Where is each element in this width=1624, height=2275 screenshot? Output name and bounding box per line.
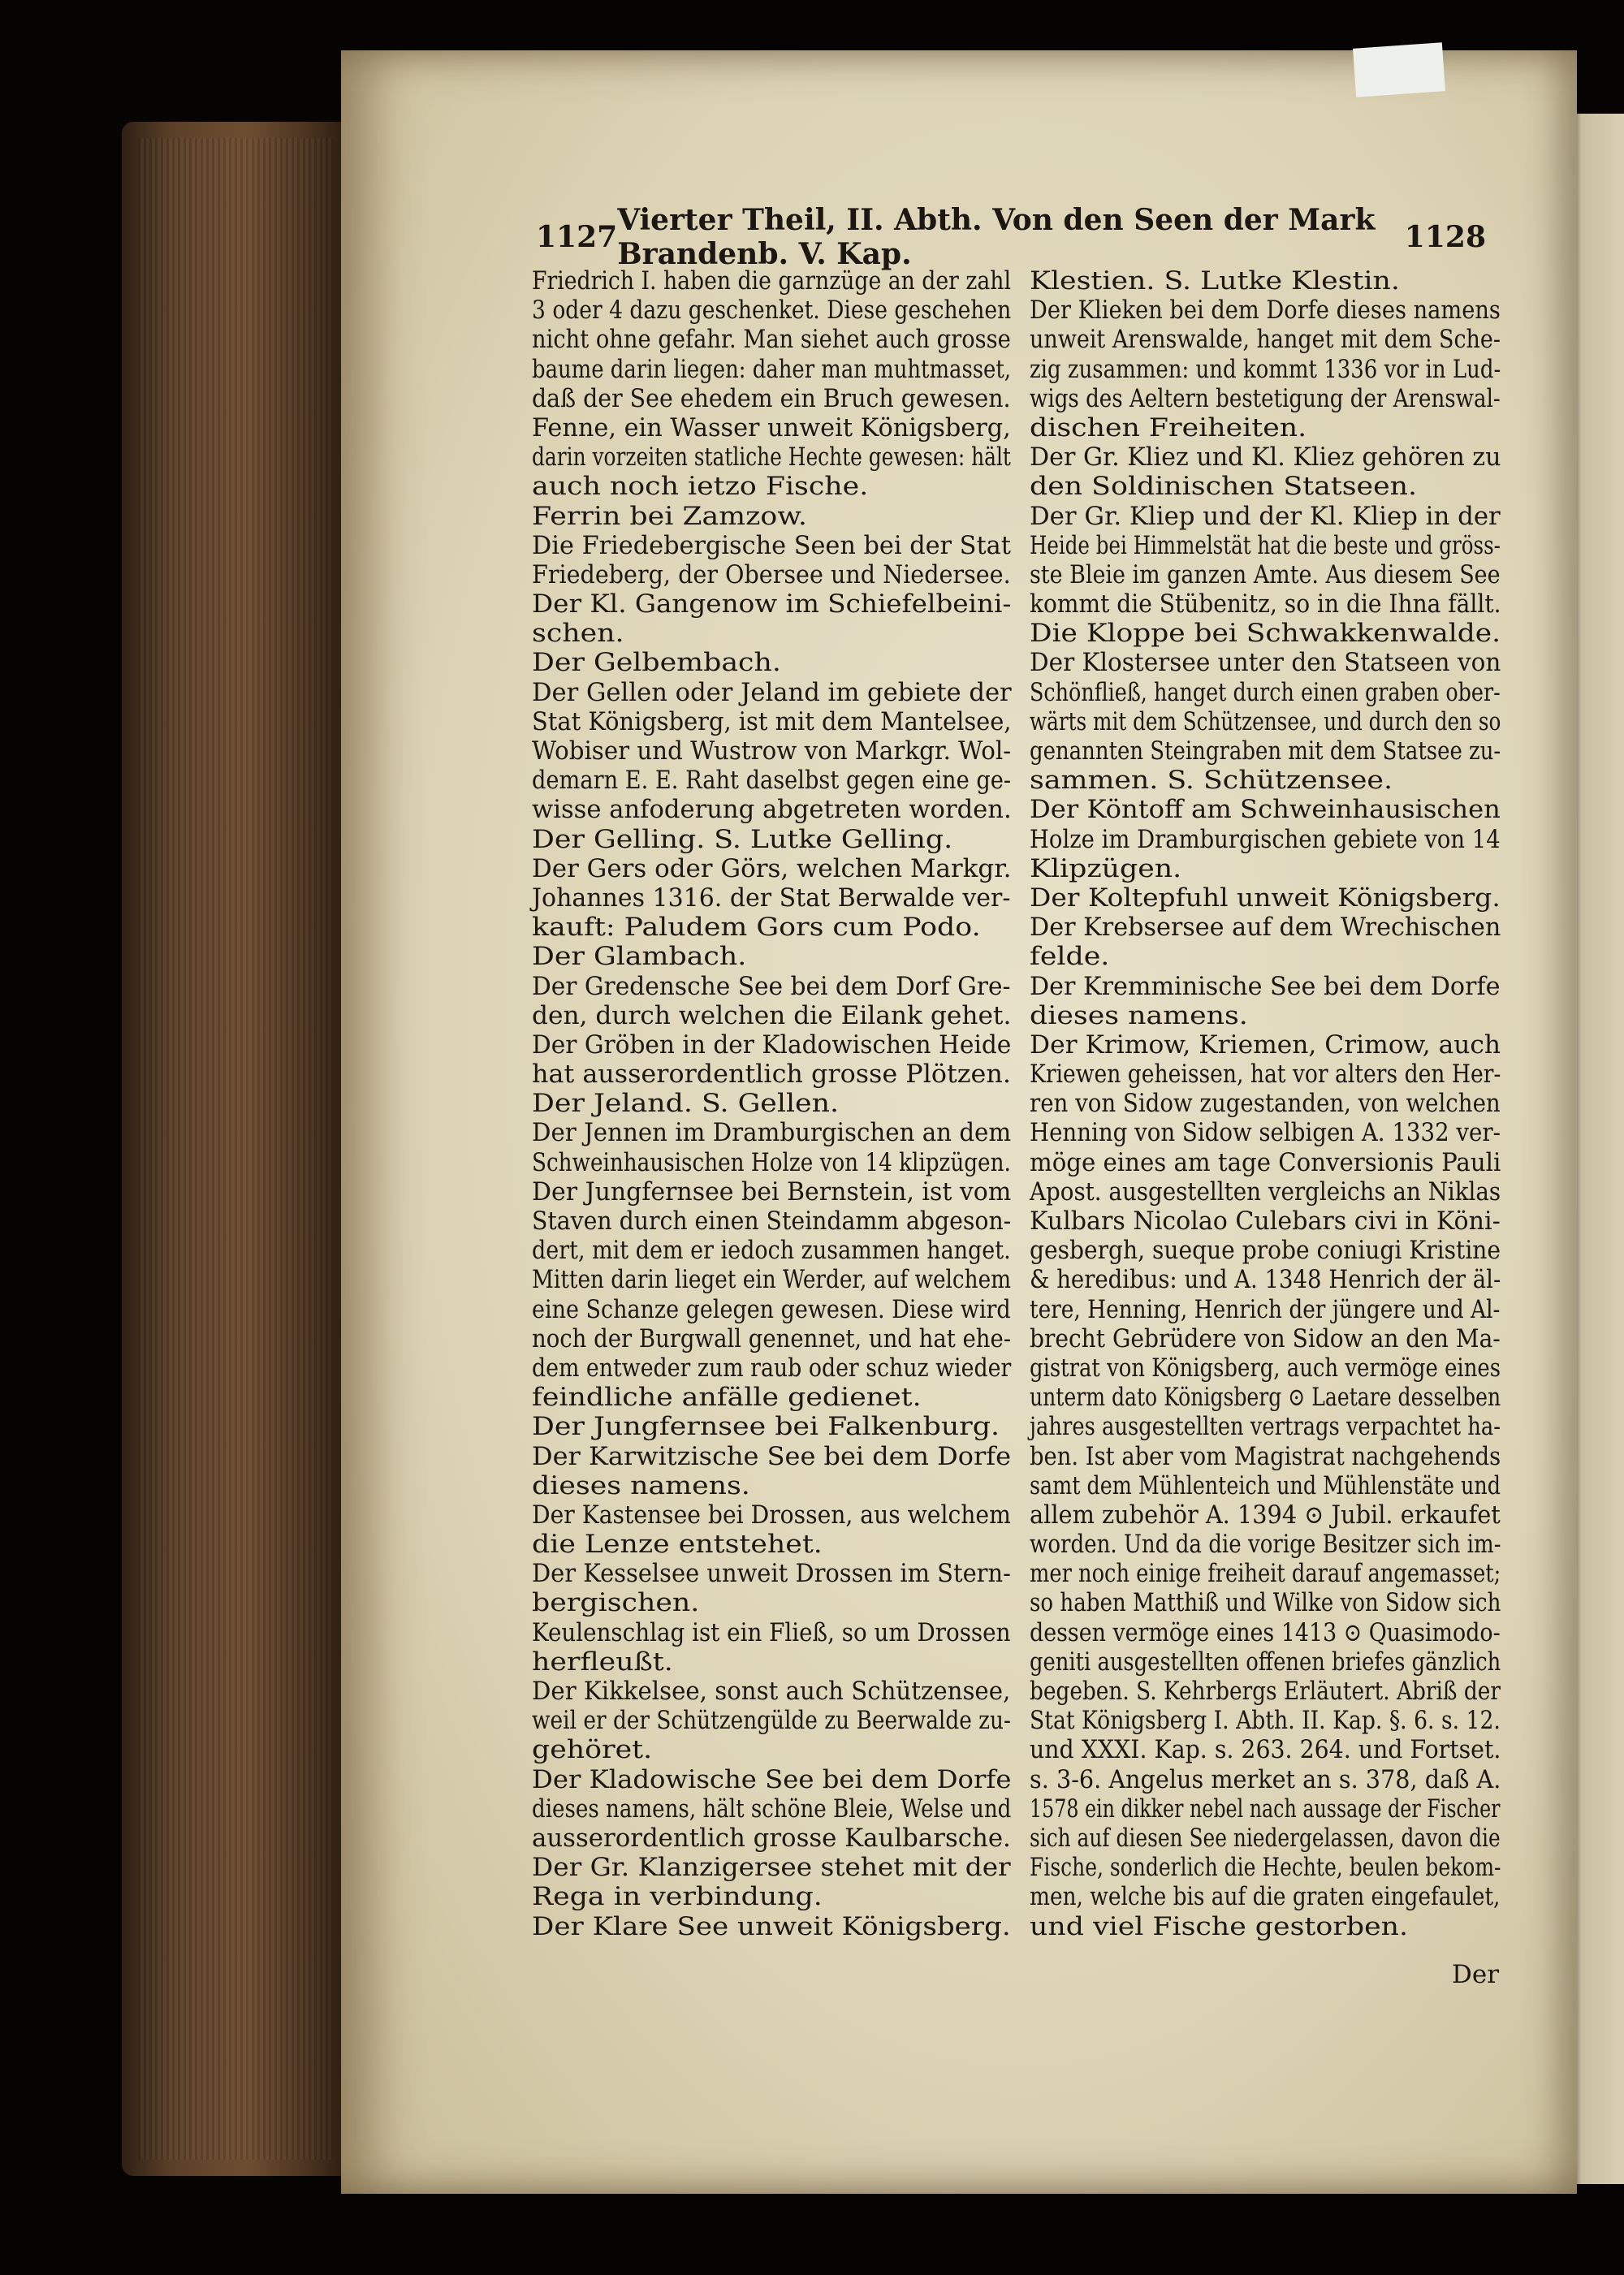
text-line: bergischen.: [532, 1588, 700, 1618]
text-line: unweit Arenswalde, hanget mit dem Sche-: [1030, 325, 1501, 355]
text-line: Der Krebsersee auf dem Wrechischen: [1030, 913, 1501, 943]
text-line: gistrat von Königsberg, auch vermöge eines: [1030, 1353, 1501, 1383]
text-line: baume darin liegen: daher man muhtmasset,: [532, 354, 1011, 384]
text-line: begeben. S. Kehrbergs Erläutert. Abriß der: [1030, 1677, 1501, 1706]
text-line: so haben Matthiß und Wilke von Sidow sich: [1030, 1588, 1501, 1618]
text-line: Der Kremminische See bei dem Dorfe: [1030, 971, 1501, 1001]
text-line: hat ausserordentlich grosse Plötzen.: [532, 1060, 1011, 1090]
text-line: Ferrin bei Zamzow.: [532, 501, 807, 531]
text-line: den Soldinischen Statseen.: [1030, 472, 1418, 502]
text-line: sammen. S. Schützensee.: [1030, 766, 1393, 796]
text-line: Staven durch einen Steindamm abgeson-: [532, 1207, 1012, 1236]
text-line: schen.: [532, 619, 624, 649]
text-line: Klestien. S. Lutke Klestin.: [1030, 266, 1400, 296]
text-line: die Lenze entstehet.: [532, 1530, 823, 1560]
text-line: kauft: Paludem Gors cum Podo.: [532, 913, 981, 943]
text-line: Der Gr. Kliez und Kl. Kliez gehören zu: [1030, 442, 1501, 473]
page-edges: [138, 138, 333, 2160]
text-line: herfleußt.: [532, 1647, 673, 1677]
text-line: und XXXI. Kap. s. 263. 264. und Fortset.: [1030, 1735, 1501, 1765]
text-line: wigs des Aeltern bestetigung der Arenswal-: [1030, 383, 1501, 413]
text-line: Der Gers oder Görs, welchen Markgr.: [532, 853, 1012, 883]
text-line: Schönfließ, hanget durch einen graben ober-: [1030, 677, 1501, 707]
text-line: darin vorzeiten statliche Hechte gewesen: hält: [532, 442, 1011, 473]
text-line: Der Klieken bei dem Dorfe dieses namens: [1030, 296, 1501, 326]
text-line: Der Gr. Klanzigersee stehet mit der: [532, 1853, 1011, 1883]
text-line: gehöret.: [532, 1735, 653, 1765]
text-line: weil er der Schützengülde zu Beerwalde zu-: [532, 1706, 1011, 1736]
text-line: Der Jennen im Dramburgischen an dem: [532, 1118, 1012, 1148]
text-line: wärts mit dem Schützensee, und durch den so: [1030, 706, 1501, 736]
text-line: samt dem Mühlenteich und Mühlenstäte und: [1030, 1470, 1501, 1500]
text-line: Der Kastensee bei Drossen, aus welchem: [532, 1500, 1011, 1530]
text-line: Fenne, ein Wasser unweit Königsberg,: [532, 412, 1011, 442]
text-line: dieses namens.: [1030, 1000, 1248, 1030]
left-column: [532, 266, 1011, 1941]
text-line: dieses namens, hält schöne Bleie, Welse und: [532, 1794, 1012, 1824]
text-line: Keulenschlag ist ein Fließ, so um Drossen: [532, 1617, 1011, 1647]
text-line: Der Gredensche See bei dem Dorf Gre-: [532, 971, 1011, 1001]
text-line: Die Kloppe bei Schwakkenwalde.: [1030, 619, 1501, 649]
right-column: [1030, 266, 1501, 1941]
text-line: Friedrich I. haben die garnzüge an der zahl: [532, 266, 1011, 296]
text-line: unterm dato Königsberg ⊙ Laetare desselben: [1030, 1383, 1501, 1413]
text-line: Der Kladowische See bei dem Dorfe: [532, 1764, 1012, 1794]
text-line: gesbergh, sueque probe coniugi Kristine: [1030, 1236, 1501, 1266]
text-line: Der Klostersee unter den Statseen von: [1030, 648, 1501, 678]
text-line: Die Friedebergische Seen bei der Stat: [532, 530, 1011, 560]
text-line: Der Kesselsee unweit Drossen im Stern-: [532, 1559, 1011, 1589]
text-line: Der Glambach.: [532, 942, 747, 972]
text-line: tere, Henning, Henrich der jüngere und Al-: [1030, 1294, 1501, 1324]
text-line: allem zubehör A. 1394 ⊙ Jubil. erkaufet: [1030, 1500, 1501, 1530]
text-line: ben. Ist aber vom Magistrat nachgehends: [1030, 1441, 1501, 1471]
text-line: Johannes 1316. der Stat Berwalde ver-: [532, 883, 1011, 913]
text-line: demarn E. E. Raht daselbst gegen eine ge-: [532, 766, 1012, 796]
text-line: 3 oder 4 dazu geschenket. Diese geschehen: [532, 296, 1012, 326]
text-line: Der Gelbembach.: [532, 648, 781, 678]
text-line: felde.: [1030, 942, 1110, 972]
page-number-left: 1127: [536, 220, 618, 254]
text-line: Der Gröben in der Kladowischen Heide: [532, 1030, 1012, 1060]
text-line: Klipzügen.: [1030, 853, 1182, 883]
text-line: geniti ausgestellten offenen briefes gänzlich: [1030, 1647, 1501, 1677]
text-line: und viel Fische gestorben.: [1030, 1911, 1409, 1941]
text-line: noch der Burgwall genennet, und hat ehe-: [532, 1323, 1012, 1353]
text-line: wisse anfoderung abgetreten worden.: [532, 795, 1012, 825]
text-line: Der Jungfernsee bei Bernstein, ist vom: [532, 1176, 1012, 1207]
text-line: ren von Sidow zugestanden, von welchen: [1030, 1089, 1501, 1119]
running-header: [536, 203, 1486, 271]
text-line: dert, mit dem er iedoch zusammen hanget.: [532, 1236, 1011, 1266]
page-number-right: 1128: [1404, 220, 1486, 254]
text-line: Der Jeland. S. Gellen.: [532, 1089, 840, 1119]
text-line: dischen Freiheiten.: [1030, 412, 1307, 442]
catchword: Der: [1452, 1960, 1500, 1989]
text-line: men, welche bis auf die graten eingefaulet,: [1030, 1882, 1501, 1912]
text-line: Der Kikkelsee, sonst auch Schützensee,: [532, 1677, 1011, 1706]
text-line: den, durch welchen die Eilank gehet.: [532, 1000, 1012, 1030]
text-line: Mitten darin lieget ein Werder, auf welchem: [532, 1265, 1012, 1295]
text-line: dieses namens.: [532, 1470, 750, 1500]
text-line: sich auf diesen See niedergelassen, davon die: [1030, 1823, 1501, 1853]
text-line: Der Gr. Kliep und der Kl. Kliep in der: [1030, 501, 1501, 531]
text-line: eine Schanze gelegen gewesen. Diese wird: [532, 1294, 1011, 1324]
text-line: dessen vermöge eines 1413 ⊙ Quasimodo-: [1030, 1617, 1501, 1647]
text-line: Schweinhausischen Holze von 14 klipzügen.: [532, 1147, 1011, 1177]
text-line: Kulbars Nicolao Culebars civi in Köni-: [1030, 1207, 1501, 1236]
text-line: auch noch ietzo Fische.: [532, 472, 869, 502]
text-line: feindliche anfälle gedienet.: [532, 1383, 922, 1413]
text-line: Der Jungfernsee bei Falkenburg.: [532, 1412, 1000, 1442]
text-line: & heredibus: und A. 1348 Henrich der äl-: [1030, 1265, 1501, 1295]
text-line: genannten Steingraben mit dem Statsee zu-: [1030, 736, 1501, 766]
text-line: möge eines am tage Conversionis Pauli: [1030, 1147, 1501, 1177]
text-line: Heide bei Himmelstät hat die beste und gröss-: [1030, 530, 1501, 560]
text-line: Der Krimow, Kriemen, Crimow, auch: [1030, 1030, 1501, 1060]
paper-tab: [1353, 42, 1445, 97]
text-line: ste Bleie im ganzen Amte. Aus diesem See: [1030, 559, 1501, 589]
text-line: Der Karwitzische See bei dem Dorfe: [532, 1441, 1012, 1471]
text-line: nicht ohne gefahr. Man siehet auch grosse: [532, 325, 1011, 355]
text-line: Apost. ausgestellten vergleichs an Niklas: [1030, 1176, 1501, 1207]
text-line: brecht Gebrüdere von Sidow an den Ma-: [1030, 1323, 1501, 1353]
text-line: Stat Königsberg, ist mit dem Mantelsee,: [532, 706, 1012, 736]
text-line: Der Köntoff am Schweinhausischen: [1030, 795, 1501, 825]
text-line: Der Koltepfuhl unweit Königsberg.: [1030, 883, 1501, 913]
text-line: worden. Und da die vorige Besitzer sich im-: [1030, 1530, 1501, 1560]
text-line: mer noch einige freiheit darauf angemasset;: [1030, 1559, 1501, 1589]
text-line: Henning von Sidow selbigen A. 1332 ver-: [1030, 1118, 1501, 1148]
text-line: Der Gellen oder Jeland im gebiete der: [532, 677, 1012, 707]
text-line: Wobiser und Wustrow von Markgr. Wol-: [532, 736, 1012, 766]
text-line: ausserordentlich grosse Kaulbarsche.: [532, 1823, 1011, 1853]
text-line: zig zusammen: und kommt 1336 vor in Lud-: [1030, 354, 1501, 384]
text-line: Friedeberg, der Obersee und Niedersee.: [532, 559, 1011, 589]
text-line: Der Gelling. S. Lutke Gelling.: [532, 824, 953, 854]
text-line: 1578 ein dikker nebel nach aussage der Fischer: [1030, 1794, 1501, 1824]
text-line: Kriewen geheissen, hat vor alters den Her-: [1030, 1060, 1501, 1090]
text-line: dem entweder zum raub oder schuz wieder: [532, 1353, 1012, 1383]
text-line: Der Klare See unweit Königsberg.: [532, 1911, 1011, 1941]
text-line: daß der See ehedem ein Bruch gewesen.: [532, 383, 1011, 413]
text-line: Stat Königsberg I. Abth. II. Kap. §. 6. s. 12.: [1030, 1706, 1501, 1736]
running-title: Vierter Theil, II. Abth. Von den Seen der Mark Brandenb. V. Kap.: [617, 203, 1376, 271]
text-line: Rega in verbindung.: [532, 1882, 823, 1912]
text-line: jahres ausgestellten vertrags verpachtet ha-: [1030, 1412, 1501, 1442]
text-line: Fische, sonderlich die Hechte, beulen bekom-: [1030, 1853, 1501, 1883]
text-line: s. 3-6. Angelus merket an s. 378, daß A.: [1030, 1764, 1501, 1794]
text-line: Der Kl. Gangenow im Schiefelbeini-: [532, 589, 1012, 619]
text-line: Holze im Dramburgischen gebiete von 14: [1030, 824, 1501, 854]
text-line: kommt die Stübenitz, so in die Ihna fällt.: [1030, 589, 1501, 619]
